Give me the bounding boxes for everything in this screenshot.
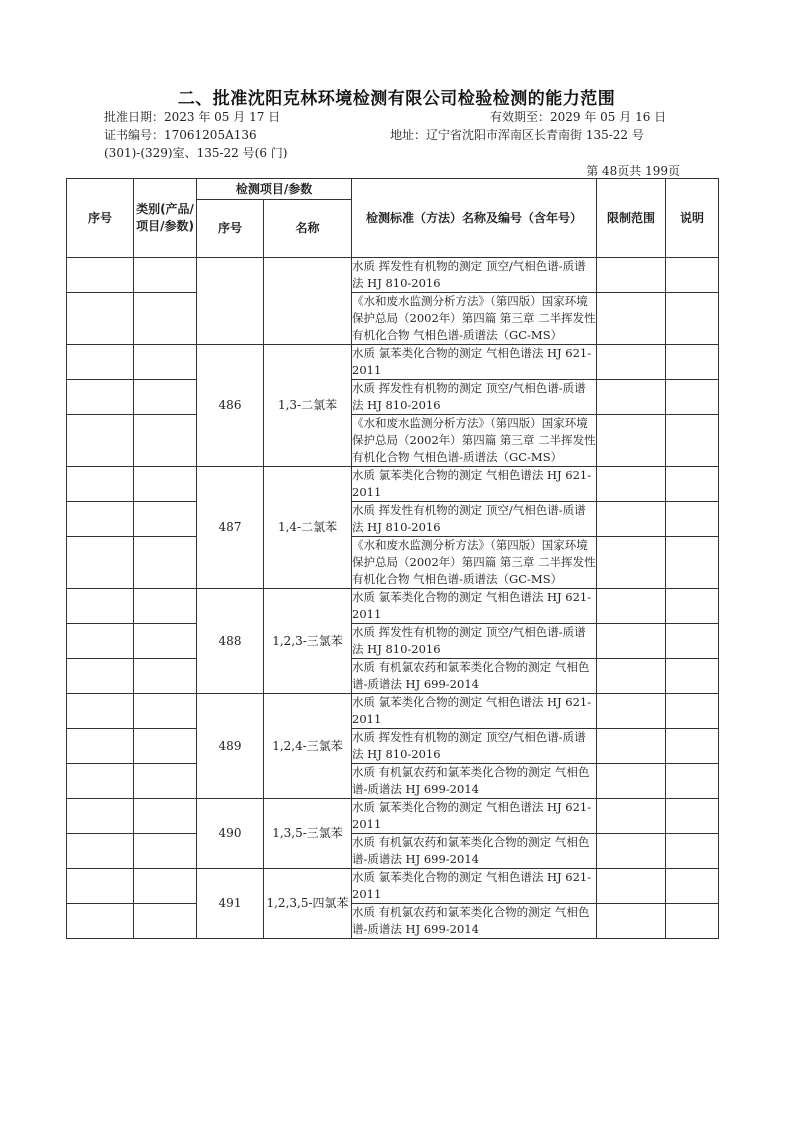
standard-cell: 水质 氯苯类化合物的测定 气相色谱法 HJ 621-2011 — [352, 694, 597, 729]
capability-table — [66, 178, 719, 939]
note-cell — [666, 904, 719, 939]
limit-cell — [597, 729, 666, 764]
category-cell — [134, 869, 197, 904]
category-cell — [134, 659, 197, 694]
table-row — [67, 345, 719, 380]
limit-cell — [597, 380, 666, 415]
seq-cell — [67, 764, 134, 799]
item-seq-cell: 486 — [197, 345, 264, 467]
category-cell — [134, 415, 197, 467]
limit-cell — [597, 904, 666, 939]
seq-cell — [67, 729, 134, 764]
header-item-seq: 序号 — [197, 200, 264, 258]
header-category: 类别(产品/项目/参数) — [134, 179, 197, 258]
seq-cell — [67, 869, 134, 904]
note-cell — [666, 380, 719, 415]
header-limit: 限制范围 — [597, 179, 666, 258]
table-row — [67, 589, 719, 624]
limit-cell — [597, 293, 666, 345]
limit-cell — [597, 502, 666, 537]
table-row — [67, 659, 719, 694]
seq-cell — [67, 415, 134, 467]
standard-cell: 水质 氯苯类化合物的测定 气相色谱法 HJ 621-2011 — [352, 799, 597, 834]
standard-cell: 水质 氯苯类化合物的测定 气相色谱法 HJ 621-2011 — [352, 345, 597, 380]
item-seq-cell: 490 — [197, 799, 264, 869]
standard-cell: 水质 挥发性有机物的测定 顶空/气相色谱-质谱法 HJ 810-2016 — [352, 624, 597, 659]
table-row — [67, 502, 719, 537]
note-cell — [666, 467, 719, 502]
category-cell — [134, 729, 197, 764]
standard-cell: 水质 氯苯类化合物的测定 气相色谱法 HJ 621-2011 — [352, 869, 597, 904]
category-cell — [134, 694, 197, 729]
address: 地址：辽宁省沈阳市浑南区长青南街 135-22 号 — [390, 128, 644, 142]
category-cell — [134, 293, 197, 345]
note-cell — [666, 659, 719, 694]
note-cell — [666, 799, 719, 834]
note-cell — [666, 834, 719, 869]
table-row — [67, 415, 719, 467]
standard-cell: 《水和废水监测分析方法》（第四版）国家环境保护总局（2002年）第四篇 第三章 二半挥发性有机化合物 气相色谱-质谱法（GC-MS） — [352, 415, 597, 467]
limit-cell — [597, 624, 666, 659]
note-cell — [666, 589, 719, 624]
note-cell — [666, 764, 719, 799]
standard-cell: 水质 有机氯农药和氯苯类化合物的测定 气相色谱-质谱法 HJ 699-2014 — [352, 904, 597, 939]
seq-cell — [67, 537, 134, 589]
limit-cell — [597, 764, 666, 799]
seq-cell — [67, 659, 134, 694]
seq-cell — [67, 834, 134, 869]
category-cell — [134, 502, 197, 537]
standard-cell: 水质 有机氯农药和氯苯类化合物的测定 气相色谱-质谱法 HJ 699-2014 — [352, 659, 597, 694]
table-row — [67, 537, 719, 589]
category-cell — [134, 764, 197, 799]
item-name-cell: 1,3-二氯苯 — [264, 345, 352, 467]
table-row — [67, 380, 719, 415]
note-cell — [666, 729, 719, 764]
limit-cell — [597, 467, 666, 502]
item-seq-cell: 488 — [197, 589, 264, 694]
category-cell — [134, 467, 197, 502]
standard-cell: 《水和废水监测分析方法》（第四版）国家环境保护总局（2002年）第四篇 第三章 二半挥发性有机化合物 气相色谱-质谱法（GC-MS） — [352, 293, 597, 345]
seq-cell — [67, 799, 134, 834]
limit-cell — [597, 799, 666, 834]
seq-cell — [67, 694, 134, 729]
address-continued: (301)-(329)室、135-22 号(6 门) — [104, 146, 288, 160]
item-seq-cell: 487 — [197, 467, 264, 589]
header-item-name: 名称 — [264, 200, 352, 258]
category-cell — [134, 258, 197, 293]
limit-cell — [597, 694, 666, 729]
note-cell — [666, 502, 719, 537]
seq-cell — [67, 624, 134, 659]
limit-cell — [597, 345, 666, 380]
limit-cell — [597, 589, 666, 624]
standard-cell: 水质 挥发性有机物的测定 顶空/气相色谱-质谱法 HJ 810-2016 — [352, 380, 597, 415]
table-row — [67, 834, 719, 869]
note-cell — [666, 537, 719, 589]
category-cell — [134, 799, 197, 834]
page-number: 第 48页共 199页 — [586, 164, 680, 178]
limit-cell — [597, 537, 666, 589]
seq-cell — [67, 467, 134, 502]
certificate-number: 证书编号：17061205A136 — [104, 128, 257, 142]
seq-cell — [67, 345, 134, 380]
item-seq-cell: 489 — [197, 694, 264, 799]
standard-cell: 水质 挥发性有机物的测定 顶空/气相色谱-质谱法 HJ 810-2016 — [352, 502, 597, 537]
table-row — [67, 869, 719, 904]
note-cell — [666, 293, 719, 345]
category-cell — [134, 537, 197, 589]
seq-cell — [67, 380, 134, 415]
standard-cell: 水质 有机氯农药和氯苯类化合物的测定 气相色谱-质谱法 HJ 699-2014 — [352, 834, 597, 869]
header-seq: 序号 — [67, 179, 134, 258]
limit-cell — [597, 869, 666, 904]
item-name-cell — [264, 258, 352, 345]
item-name-cell: 1,2,4-三氯苯 — [264, 694, 352, 799]
seq-cell — [67, 293, 134, 345]
limit-cell — [597, 659, 666, 694]
note-cell — [666, 345, 719, 380]
limit-cell — [597, 834, 666, 869]
standard-cell: 水质 氯苯类化合物的测定 气相色谱法 HJ 621-2011 — [352, 589, 597, 624]
item-name-cell: 1,3,5-三氯苯 — [264, 799, 352, 869]
standard-cell: 水质 挥发性有机物的测定 顶空/气相色谱-质谱法 HJ 810-2016 — [352, 729, 597, 764]
limit-cell — [597, 258, 666, 293]
seq-cell — [67, 589, 134, 624]
note-cell — [666, 415, 719, 467]
category-cell — [134, 834, 197, 869]
header-test-item-group: 检测项目/参数 — [197, 179, 352, 200]
page-title: 二、批准沈阳克林环境检测有限公司检验检测的能力范围 — [177, 89, 616, 109]
note-cell — [666, 694, 719, 729]
category-cell — [134, 589, 197, 624]
header-note: 说明 — [666, 179, 719, 258]
table-row — [67, 799, 719, 834]
table-row — [67, 904, 719, 939]
item-name-cell: 1,4-二氯苯 — [264, 467, 352, 589]
table-row — [67, 764, 719, 799]
note-cell — [666, 869, 719, 904]
seq-cell — [67, 502, 134, 537]
seq-cell — [67, 904, 134, 939]
item-seq-cell — [197, 258, 264, 345]
category-cell — [134, 380, 197, 415]
header-standard: 检测标准（方法）名称及编号（含年号） — [352, 179, 597, 258]
limit-cell — [597, 415, 666, 467]
table-row — [67, 729, 719, 764]
category-cell — [134, 345, 197, 380]
item-name-cell: 1,2,3-三氯苯 — [264, 589, 352, 694]
table-row — [67, 694, 719, 729]
standard-cell: 水质 有机氯农药和氯苯类化合物的测定 气相色谱-质谱法 HJ 699-2014 — [352, 764, 597, 799]
seq-cell — [67, 258, 134, 293]
table-row — [67, 258, 719, 293]
note-cell — [666, 624, 719, 659]
approval-date: 批准日期：2023 年 05 月 17 日 — [104, 110, 281, 124]
note-cell — [666, 258, 719, 293]
table-row — [67, 624, 719, 659]
valid-until: 有效期至：2029 年 05 月 16 日 — [490, 110, 667, 124]
category-cell — [134, 904, 197, 939]
standard-cell: 水质 挥发性有机物的测定 顶空/气相色谱-质谱法 HJ 810-2016 — [352, 258, 597, 293]
category-cell — [134, 624, 197, 659]
table-row — [67, 467, 719, 502]
standard-cell: 水质 氯苯类化合物的测定 气相色谱法 HJ 621-2011 — [352, 467, 597, 502]
standard-cell: 《水和废水监测分析方法》（第四版）国家环境保护总局（2002年）第四篇 第三章 二半挥发性有机化合物 气相色谱-质谱法（GC-MS） — [352, 537, 597, 589]
item-seq-cell: 491 — [197, 869, 264, 939]
table-row — [67, 293, 719, 345]
item-name-cell: 1,2,3,5-四氯苯 — [264, 869, 352, 939]
